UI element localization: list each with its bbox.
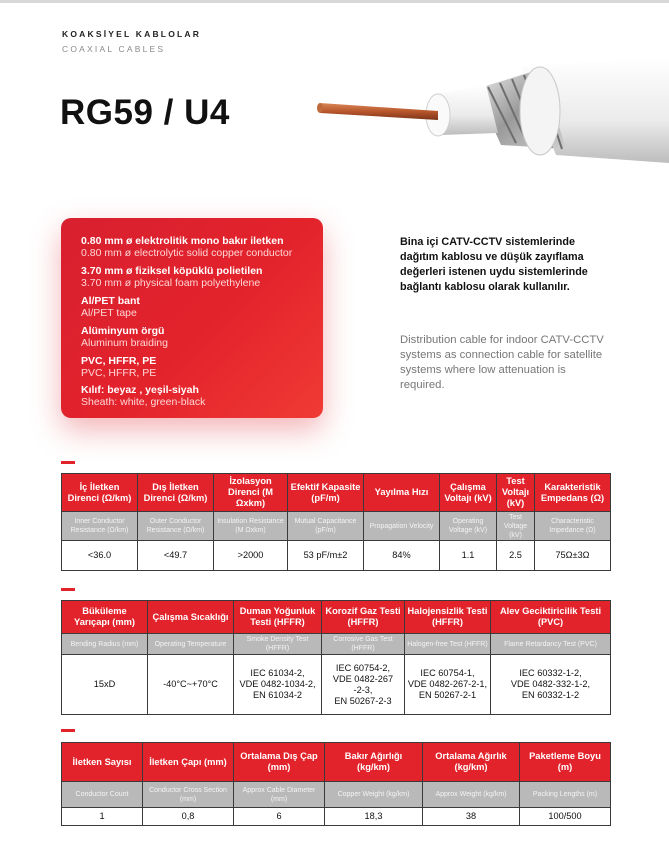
spec-item-tr: Kılıf: beyaz , yeşil-siyah — [81, 384, 199, 396]
value-cell: 84% — [364, 541, 440, 571]
subheader-cell: Operating Voltage (kV) — [440, 512, 497, 541]
subheader-cell: Conductor Count — [62, 782, 143, 808]
subheader-cell: Operating Temperature — [148, 634, 234, 655]
description-tr: Bina içi CATV-CCTV sistemlerinde dağıtım kablosu ve düşük zayıflama değerleri istenen uydu sistemlerinde bağlantı kablosu olarak kullanılır. — [400, 236, 588, 293]
table-header-row — [62, 474, 611, 512]
spec-item-tr: Al/PET bant — [81, 295, 140, 307]
section-marker — [61, 729, 75, 732]
spec-item-en: 3.70 mm ø physical foam polyethylene — [81, 277, 261, 289]
header-cell: Dış İletken Direnci (Ω/km) — [138, 474, 214, 512]
value-cell: 18,3 — [325, 808, 423, 826]
value-cell: 0,8 — [143, 808, 234, 826]
value-cell: 75Ω±3Ω — [535, 541, 611, 571]
header-cell: Efektif Kapasite (pF/m) — [288, 474, 364, 512]
value-line: -2-3, — [353, 684, 373, 695]
physical-specs-table — [61, 742, 611, 826]
header-cell: Korozif Gaz Testi (HFFR) — [322, 601, 405, 634]
subheader-cell: Corrosive Gas Test (HFFR) — [322, 634, 405, 655]
section-marker — [61, 588, 75, 591]
value-cell: <49.7 — [138, 541, 214, 571]
value-line: IEC 60332-1-2, — [519, 668, 582, 678]
value-line: VDE 0482-267 — [332, 673, 394, 684]
header-cell: İletken Sayısı — [62, 743, 143, 782]
subheader-cell: Inner Conductor Resistance (Ω/km) — [62, 512, 138, 541]
subheader-cell: Outer Conductor Resistance (Ω/km) — [138, 512, 214, 541]
spec-item-en: PVC, HFFR, PE — [81, 367, 157, 379]
subheader-cell: Test Voltage (kV) — [497, 512, 535, 541]
header-cell: Ortalama Ağırlık (kg/km) — [423, 743, 520, 782]
top-divider — [0, 0, 669, 3]
category-label-tr: KOAKSİYEL KABLOLAR — [62, 29, 202, 39]
header-cell: Alev Geciktiricilik Testi (PVC) — [491, 601, 611, 634]
subheader-cell: Bending Radius (mm) — [62, 634, 148, 655]
spec-item-tr: Alüminyum örgü — [81, 325, 165, 337]
header-cell: Çalışma Voltajı (kV) — [440, 474, 497, 512]
value-line: IEC 60754-2, — [335, 662, 391, 673]
product-title: RG59 / U4 — [60, 93, 230, 132]
header-cell: Paketleme Boyu (m) — [520, 743, 611, 782]
table-subheader-row — [62, 634, 611, 655]
value-line: EN 50267-2-1 — [418, 690, 477, 700]
spec-item — [81, 384, 205, 409]
subheader-cell: Propagation Velocity — [364, 512, 440, 541]
table-header-row — [62, 601, 611, 634]
value-cell — [62, 655, 148, 715]
header-cell: Duman Yoğunluk Testi (HFFR) — [234, 601, 322, 634]
spec-card — [61, 218, 323, 418]
subheader-cell: Approx Cable Diameter (mm) — [234, 782, 325, 808]
table-subheader-row — [62, 512, 611, 541]
category-label-en: COAXIAL CABLES — [62, 44, 166, 54]
subheader-cell: Mutual Capacitance (pF/m) — [288, 512, 364, 541]
section-marker — [61, 461, 75, 464]
header-cell: Ortalama Dış Çap (mm) — [234, 743, 325, 782]
spec-item-tr: PVC, HFFR, PE — [81, 355, 157, 367]
table-subheader-row — [62, 782, 611, 808]
value-cell: 53 pF/m±2 — [288, 541, 364, 571]
value-cell — [234, 655, 322, 715]
value-line: VDE 0482-1034-2, — [239, 679, 316, 689]
table-row — [62, 808, 611, 826]
spec-item — [81, 265, 262, 290]
value-cell — [322, 655, 405, 715]
spec-item — [81, 295, 140, 320]
spec-item-tr: 0.80 mm ø elektrolitik mono bakır iletken — [81, 235, 284, 247]
value-line: EN 50267-2-3 — [334, 695, 392, 706]
header-cell: Test Voltajı (kV) — [497, 474, 535, 512]
table-header-row — [62, 743, 611, 782]
electrical-specs-table — [61, 473, 611, 571]
subheader-cell: Characteristic Impedance (Ω) — [535, 512, 611, 541]
value-cell: 38 — [423, 808, 520, 826]
value-line: VDE 0482-267-2-1, — [407, 679, 488, 689]
value-line: -40°C~+70°C — [163, 679, 218, 689]
description-en: Distribution cable for indoor CATV-CCTV systems as connection cable for satellite systems where low attenuation is required. — [400, 334, 604, 391]
header-cell: İletken Çapı (mm) — [143, 743, 234, 782]
value-cell: 2.5 — [497, 541, 535, 571]
value-line: EN 61034-2 — [252, 690, 303, 700]
value-line: IEC 60754-1, — [420, 668, 475, 678]
spec-item-en: Aluminum braiding — [81, 337, 168, 349]
subheader-cell: Approx Weight (kg/km) — [423, 782, 520, 808]
test-standards-table — [61, 600, 611, 715]
value-cell — [405, 655, 491, 715]
value-cell — [491, 655, 611, 715]
value-cell: 100/500 — [520, 808, 611, 826]
header-cell: İç İletken Direnci (Ω/km) — [62, 474, 138, 512]
spec-item-en: 0.80 mm ø electrolytic solid copper conductor — [81, 247, 293, 259]
spec-item-en: Sheath: white, green-black — [81, 396, 206, 408]
header-cell: Karakteristik Empedans (Ω) — [535, 474, 611, 512]
value-line: 15xD — [93, 679, 116, 689]
value-line: VDE 0482-332-1-2, — [510, 679, 591, 689]
value-line: IEC 61034-2, — [250, 668, 305, 678]
coaxial-cable-image — [316, 55, 669, 165]
subheader-cell: Packing Lengths (m) — [520, 782, 611, 808]
spec-item-en: Al/PET tape — [81, 307, 137, 319]
header-cell: Yayılma Hızı — [364, 474, 440, 512]
value-cell: 6 — [234, 808, 325, 826]
header-cell: Çalışma Sıcaklığı — [148, 601, 234, 634]
table-row — [62, 655, 611, 715]
header-cell: İzolasyon Direnci (M Ωxkm) — [214, 474, 288, 512]
subheader-cell: Copper Weight (kg/km) — [325, 782, 423, 808]
spec-item — [81, 325, 168, 350]
subheader-cell: Smoke Density Test (HFFR) — [234, 634, 322, 655]
header-cell: Halojensizlik Testi (HFFR) — [405, 601, 491, 634]
subheader-cell: Insulation Resistance (M Ωxkm) — [214, 512, 288, 541]
table-row — [62, 541, 611, 571]
value-cell: 1 — [62, 808, 143, 826]
subheader-cell: Halogen-free Test (HFFR) — [405, 634, 491, 655]
value-cell: <36.0 — [62, 541, 138, 571]
spec-item-tr: 3.70 mm ø fiziksel köpüklü polietilen — [81, 265, 263, 277]
spec-item — [81, 235, 292, 260]
value-cell: 1.1 — [440, 541, 497, 571]
header-cell: Bakır Ağırlığı (kg/km) — [325, 743, 423, 782]
value-cell: >2000 — [214, 541, 288, 571]
subheader-cell: Conductor Cross Section (mm) — [143, 782, 234, 808]
value-line: EN 60332-1-2 — [521, 690, 580, 700]
spec-item — [81, 355, 156, 380]
value-cell — [148, 655, 234, 715]
header-cell: Büküleme Yarıçapı (mm) — [62, 601, 148, 634]
subheader-cell: Flame Retardancy Test (PVC) — [491, 634, 611, 655]
